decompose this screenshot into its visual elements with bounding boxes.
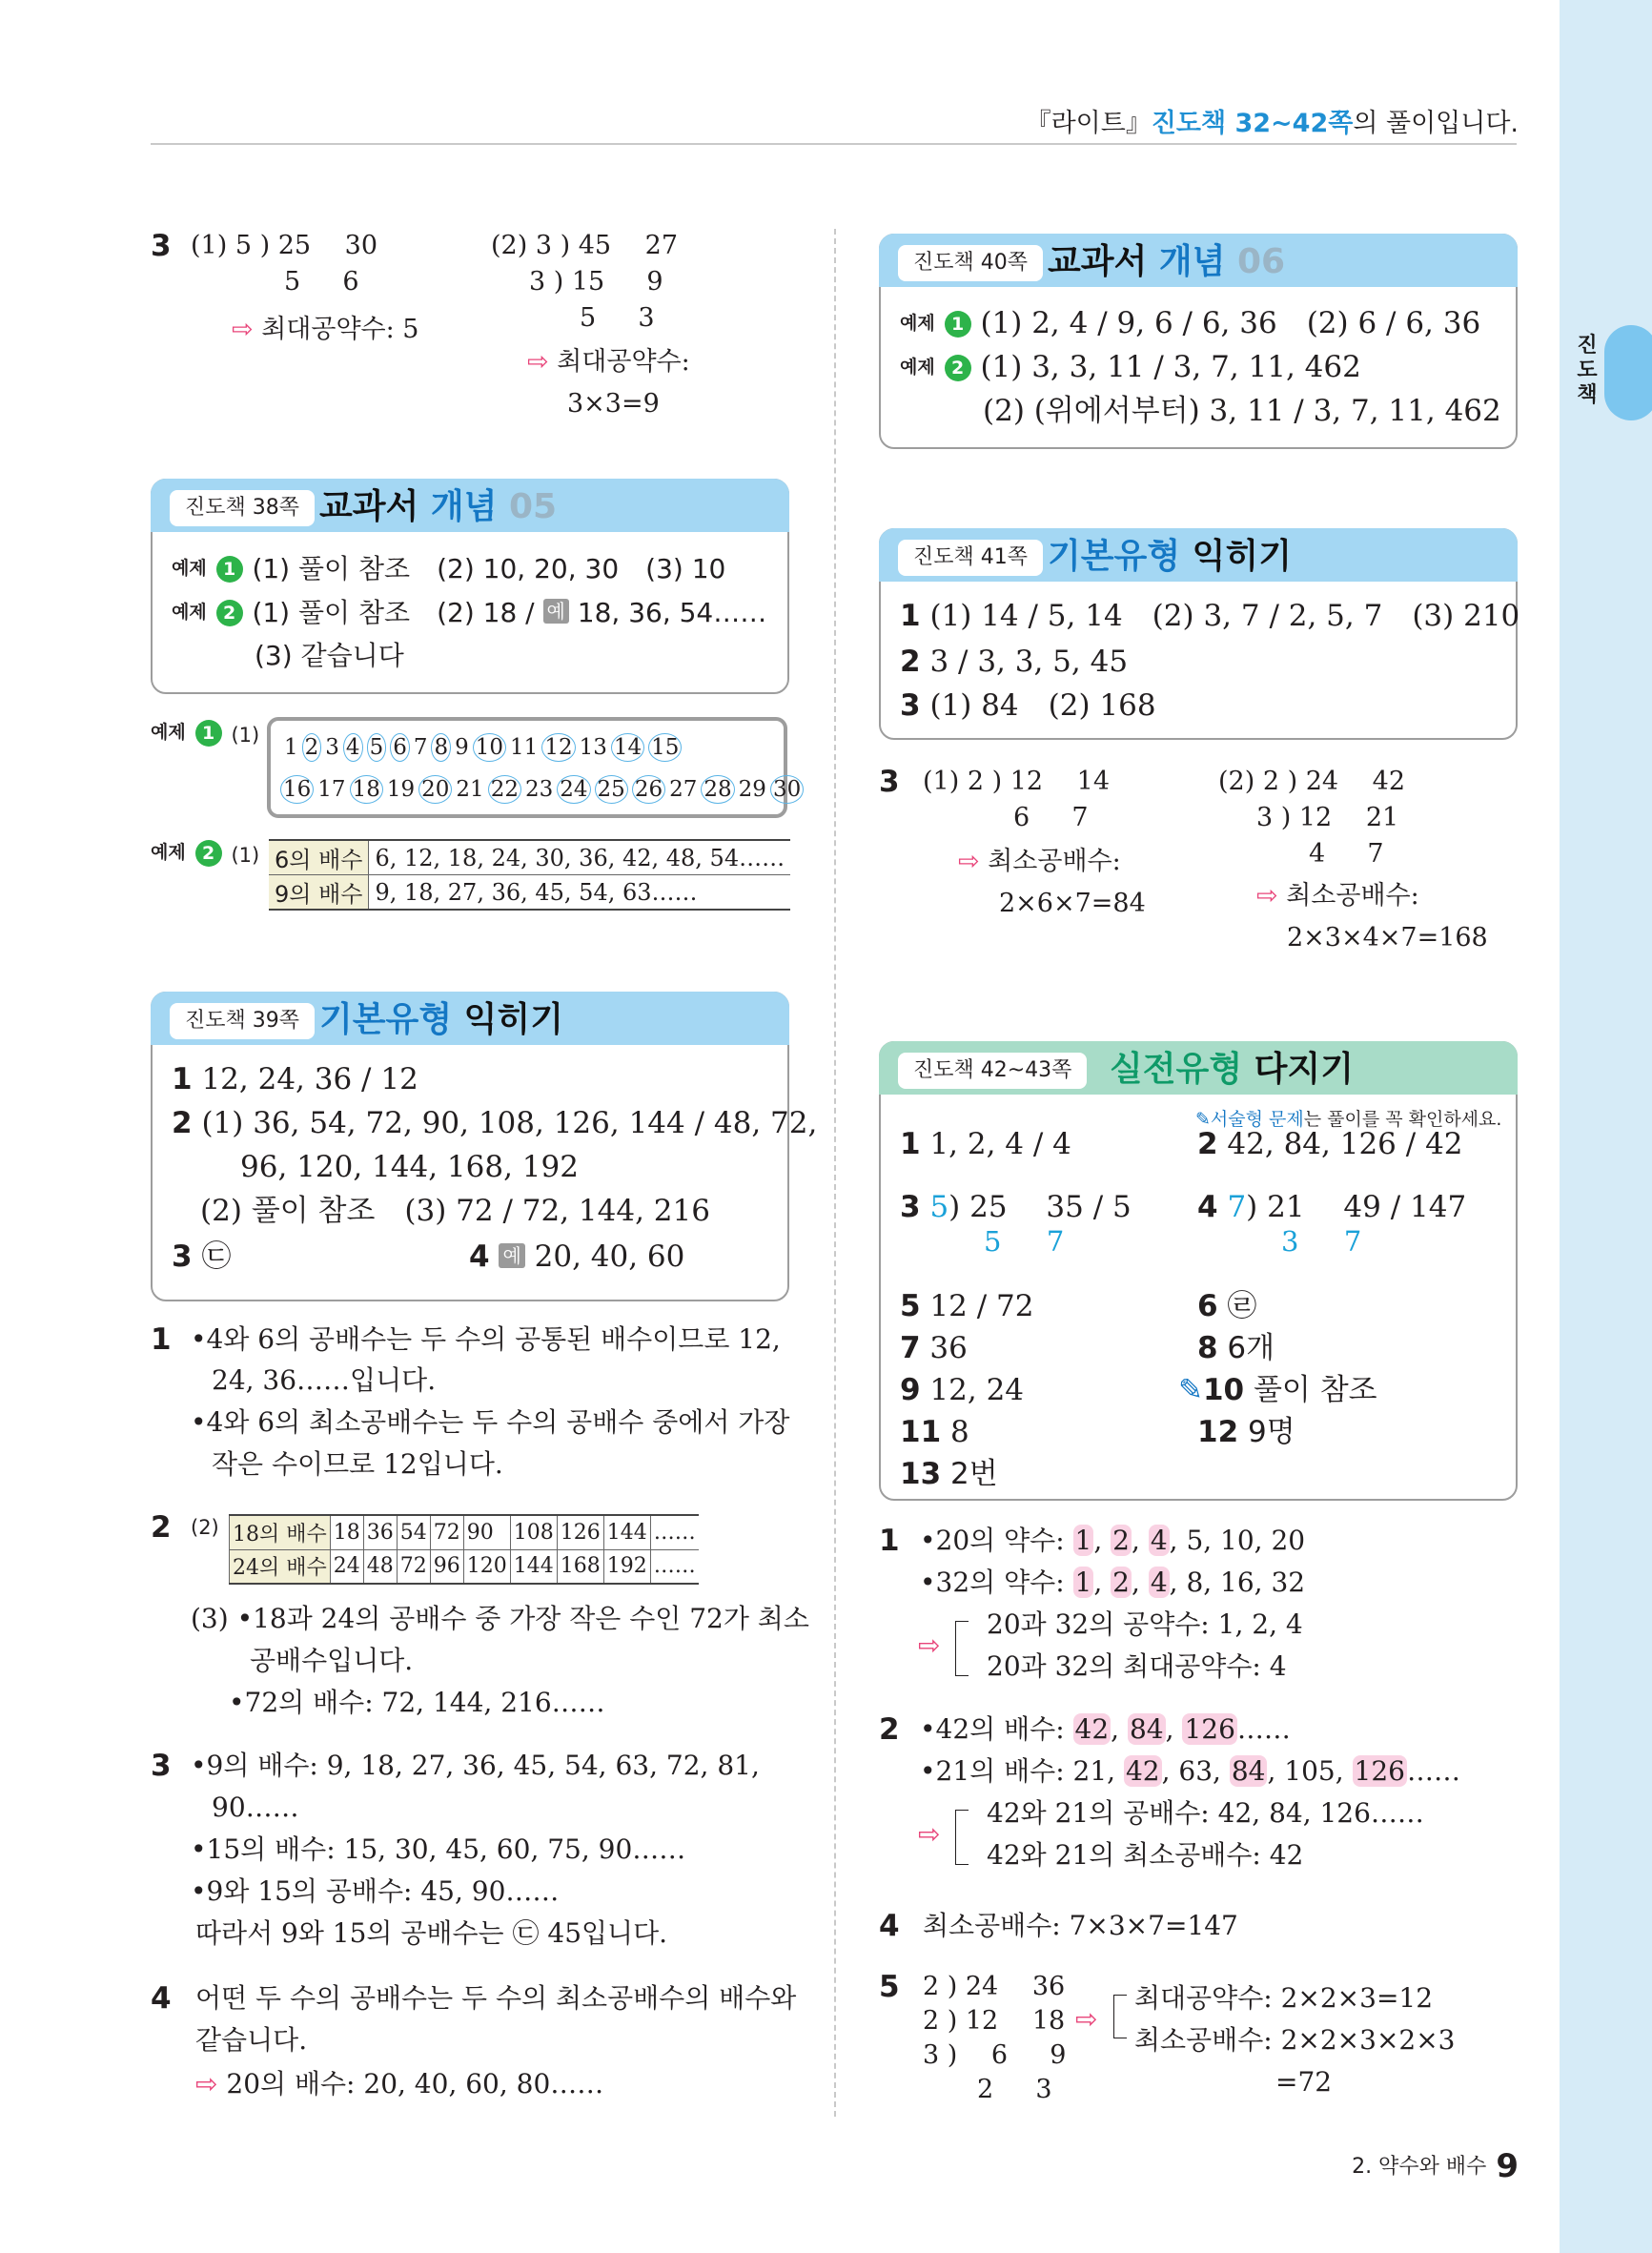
rq3-number: 3: [879, 765, 900, 799]
rs5-row-1: 2 ) 24 36: [923, 1972, 1066, 2001]
box-42-title: 실전유형 다지기: [1110, 1050, 1354, 1089]
rs1-number: 1: [879, 1524, 900, 1558]
multiples-cell: 36: [363, 1515, 397, 1549]
box-38-title: 교과서 개념 05: [319, 487, 558, 526]
arrow-icon: ⇨: [1256, 881, 1287, 911]
arrow-icon: ⇨: [195, 2068, 227, 2099]
q3-p2-step: 3 ) 15 9: [529, 267, 663, 297]
q3-number: 3: [151, 229, 172, 263]
q3-p2-answer: ⇨ 최대공약수:: [527, 347, 690, 377]
box-42-item: 12 9명: [1197, 1415, 1295, 1449]
s1-line-b: 24, 36……입니다.: [212, 1364, 437, 1396]
number-grid-row-1: [284, 728, 685, 767]
multiples-cell: 144: [603, 1515, 650, 1549]
s2-line-a: (3) •18과 24의 공배수 중 가장 작은 수인 72가 최소: [191, 1603, 809, 1634]
multiples-cell: 72: [430, 1515, 463, 1549]
rq3-p2-expr: 2×3×4×7=168: [1287, 923, 1488, 952]
box-42-item: 5 12 / 72: [900, 1289, 1034, 1323]
grid-number: 25: [595, 775, 628, 804]
rs2-line-b: •21의 배수: 21, 42, 63, 84, 105, 126……: [920, 1755, 1460, 1787]
box-42-item-4: 4 7) 21 49 / 147: [1197, 1190, 1467, 1224]
multiples-table: [269, 839, 790, 911]
multiples-row-header: 24의 배수: [230, 1549, 331, 1584]
column-divider: [834, 229, 836, 2117]
rs5-row-3: 3 ) 6 9: [923, 2040, 1067, 2070]
box-39-title: 기본유형 익히기: [319, 1000, 563, 1039]
rs5-row-4: 2 3: [977, 2075, 1052, 2104]
box-42-item: 8 6개: [1197, 1331, 1275, 1365]
rs2-line-a: •42의 배수: 42, 84, 126……: [920, 1713, 1291, 1745]
box-42-item: ✎10 풀이 참조: [1178, 1373, 1377, 1407]
multiples-cell: 144: [510, 1549, 557, 1584]
q3-p2-division: (2) 3 ) 45 27: [491, 231, 679, 260]
box-38-line-3: (3) 같습니다: [255, 640, 404, 671]
box-41: [879, 528, 1518, 740]
grid-number: 30: [770, 775, 804, 804]
grid-number: 19: [386, 777, 416, 802]
s3-line-a: •9의 배수: 9, 18, 27, 36, 45, 54, 63, 72, 81,: [191, 1750, 760, 1781]
multiples-cell: 96: [430, 1549, 463, 1584]
grid-number: 27: [669, 777, 698, 802]
grid-number: 26: [632, 775, 665, 804]
box-40-line-3: (2) (위에서부터) 3, 11 / 3, 7, 11, 462: [983, 394, 1501, 428]
multiples-cell: ……: [650, 1549, 699, 1584]
rs5-number: 5: [879, 1970, 900, 2004]
box-41-line-2: 2 3 / 3, 3, 5, 45: [900, 645, 1129, 679]
bracket: [955, 1621, 969, 1676]
multiples-cell: 24: [330, 1549, 363, 1584]
rs1-line-a: •20의 약수: 1, 2, 4, 5, 10, 20: [920, 1525, 1306, 1556]
arrow-icon: ⇨: [918, 1818, 941, 1850]
rs1-line-c: 20과 32의 공약수: 1, 2, 4: [987, 1608, 1303, 1640]
multiples-cell: 72: [397, 1549, 430, 1584]
s3-number: 3: [151, 1749, 172, 1783]
s4-number: 4: [151, 1981, 172, 2016]
grid-number: 20: [418, 775, 452, 804]
box-39-line-3: 3 ㉢: [172, 1239, 232, 1274]
arrow-icon: ⇨: [232, 315, 262, 344]
grid-number: 13: [579, 735, 607, 760]
multiples-cell: ……: [650, 1515, 699, 1549]
box-38: [151, 479, 789, 694]
grid-number: 7: [413, 735, 428, 760]
multiples-cell: 168: [557, 1549, 603, 1584]
box-42-item: 13 2번: [900, 1457, 998, 1491]
s1-line-c: •4와 6의 최소공배수는 두 수의 공배수 중에서 가장: [191, 1406, 790, 1438]
box-41-title: 기본유형 익히기: [1048, 537, 1292, 576]
box-39-line-1: 1 12, 24, 36 / 12: [172, 1062, 418, 1096]
multiples-cell: 192: [603, 1549, 650, 1584]
q3-p1-quotient: 5 6: [284, 267, 359, 297]
s1-number: 1: [151, 1322, 172, 1357]
arrow-icon: ⇨: [1075, 2003, 1098, 2035]
grid-number: 24: [557, 775, 590, 804]
rq3-p1-answer: ⇨ 최소공배수:: [958, 847, 1121, 876]
multiples-cell: 54: [397, 1515, 430, 1549]
grid-number: 16: [280, 775, 314, 804]
rq3-p1-division: (1) 2 ) 12 14: [923, 767, 1111, 796]
grid-number: 5: [367, 733, 387, 762]
box-42-item: 7 36: [900, 1331, 968, 1365]
s4-line-a: 어떤 두 수의 공배수는 두 수의 최소공배수의 배수와: [195, 1982, 797, 2014]
rs5-lcm: 최소공배수: 2×2×3×2×3: [1134, 2024, 1456, 2056]
rq3-p2-division: (2) 2 ) 24 42: [1218, 767, 1406, 796]
multiples-6-header: 6의 배수: [269, 840, 369, 875]
box-42-item-3: 3 5) 25 35 / 5: [900, 1190, 1132, 1224]
grid-number: 4: [343, 733, 363, 762]
rs4-line-a: 최소공배수: 7×3×7=147: [923, 1910, 1238, 1941]
grid-number: 23: [524, 777, 554, 802]
rs2-line-c: 42와 21의 공배수: 42, 84, 126……: [987, 1797, 1424, 1829]
rs4-number: 4: [879, 1909, 900, 1943]
bracket: [955, 1810, 969, 1865]
page-footer: 2. 약수와 배수 9: [1352, 2147, 1519, 2185]
grid-number: 21: [456, 777, 484, 802]
grid-number: 14: [611, 733, 644, 762]
box-42-item-4-quotient: 3 7: [1281, 1225, 1362, 1258]
grid-number: 9: [455, 735, 469, 760]
side-tab-label: 진도책: [1577, 334, 1598, 407]
number-grid: [267, 717, 802, 818]
s3-line-d: •9와 15의 공배수: 45, 90……: [191, 1875, 560, 1907]
q3-p1-answer: ⇨ 최대공약수: 5: [232, 315, 419, 344]
s2-multiples-table: [229, 1514, 699, 1585]
arrow-icon: ⇨: [918, 1629, 941, 1661]
box-39-line-2: 2 (1) 36, 54, 72, 90, 108, 126, 144 / 48, 72,: [172, 1106, 818, 1140]
grid-number: 15: [648, 733, 682, 762]
grid-number: 29: [738, 777, 766, 802]
s1-line-a: •4와 6의 공배수는 두 수의 공통된 배수이므로 12,: [191, 1323, 781, 1355]
box-41-badge: 진도책 41쪽: [898, 540, 1043, 576]
grid-number: 3: [325, 735, 339, 760]
grid-number: 28: [701, 775, 734, 804]
rs2-number: 2: [879, 1712, 900, 1747]
page-header: 『라이트』진도책 32~42쪽의 풀이입니다.: [1025, 109, 1519, 138]
box-42-note: ✎서술형 문제는 풀이를 꼭 확인하세요.: [1195, 1109, 1502, 1130]
multiples-cell: 48: [363, 1549, 397, 1584]
grid-number: 8: [431, 733, 451, 762]
rq3-p2-step: 3 ) 12 21: [1256, 803, 1399, 832]
grid-number: 1: [284, 735, 298, 760]
box-42-item: 2 42, 84, 126 / 42: [1197, 1127, 1463, 1161]
box-42-badge: 진도책 42~43쪽: [898, 1053, 1087, 1089]
box-38-line-1: 예제 1 (1) 풀이 참조 (2) 10, 20, 30 (3) 10: [172, 553, 726, 584]
box-40-badge: 진도책 40쪽: [898, 245, 1043, 281]
box-38-line-2: 예제 2 (1) 풀이 참조 (2) 18 / 예 18, 36, 54……: [172, 597, 767, 628]
q3-p1-division: (1) 5 ) 25 30: [191, 231, 378, 260]
s4-line-b: 같습니다.: [195, 2024, 308, 2056]
grid-number: 17: [317, 777, 346, 802]
s4-line-c: ⇨ 20의 배수: 20, 40, 60, 80……: [195, 2068, 604, 2099]
grid-number: 22: [488, 775, 521, 804]
multiples-cell: 120: [463, 1549, 510, 1584]
rq3-p1-expr: 2×6×7=84: [999, 889, 1146, 918]
box-40: [879, 234, 1518, 449]
grid-number: 2: [302, 733, 322, 762]
s2-part: (2): [191, 1516, 219, 1539]
multiples-cell: 126: [557, 1515, 603, 1549]
rs1-line-d: 20과 32의 최대공약수: 4: [987, 1650, 1287, 1682]
grid-number: 18: [350, 775, 383, 804]
header-rule: [151, 143, 1517, 145]
grid-label: 예제 1 (1): [151, 722, 260, 747]
rs1-line-b: •32의 약수: 1, 2, 4, 8, 16, 32: [920, 1567, 1306, 1598]
box-39-badge: 진도책 39쪽: [170, 1003, 315, 1039]
box-40-line-2: 예제 2 (1) 3, 3, 11 / 3, 7, 11, 462: [900, 350, 1361, 384]
side-tab-marker: [1604, 325, 1652, 420]
mult-label: 예제 2 (1): [151, 842, 260, 867]
box-41-line-1: 1 (1) 14 / 5, 14 (2) 3, 7 / 2, 5, 7 (3) 210: [900, 599, 1520, 633]
box-42-item: 11 8: [900, 1415, 969, 1449]
box-42: [879, 1041, 1518, 1501]
bracket: [1113, 1995, 1127, 2038]
rq3-p2-answer: ⇨ 최소공배수:: [1256, 881, 1419, 911]
number-grid-row-2: [280, 770, 807, 809]
box-39-line-4: 4 예 20, 40, 60: [469, 1239, 685, 1274]
rs2-line-d: 42와 21의 최소공배수: 42: [987, 1839, 1304, 1871]
s2-number: 2: [151, 1510, 172, 1545]
box-41-line-3: 3 (1) 84 (2) 168: [900, 688, 1156, 723]
multiples-cell: 108: [510, 1515, 557, 1549]
arrow-icon: ⇨: [527, 347, 558, 377]
box-40-title: 교과서 개념 06: [1048, 242, 1286, 281]
rs5-row-2: 2 ) 12 18: [923, 2006, 1066, 2036]
box-39: [151, 992, 818, 1301]
grid-number: 11: [510, 735, 539, 760]
pencil-icon: ✎: [1178, 1373, 1203, 1407]
s3-line-c: •15의 배수: 15, 30, 45, 60, 75, 90……: [191, 1833, 686, 1865]
q3-p2-quotient: 5 3: [580, 303, 655, 333]
s3-line-e: 따라서 9와 15의 공배수는 ㉢ 45입니다.: [195, 1917, 668, 1949]
box-40-line-1: 예제 1 (1) 2, 4 / 9, 6 / 6, 36 (2) 6 / 6, 36: [900, 306, 1481, 340]
rs5-gcd: 최대공약수: 2×2×3=12: [1134, 1982, 1434, 2014]
s3-line-b: 90……: [212, 1792, 299, 1823]
s2-line-c: •72의 배수: 72, 144, 216……: [229, 1687, 605, 1718]
box-42-item: 9 12, 24: [900, 1373, 1025, 1407]
grid-number: 6: [390, 733, 410, 762]
arrow-icon: ⇨: [958, 847, 989, 876]
box-42-item-3-quotient: 5 7: [984, 1225, 1065, 1258]
rq3-p2-quotient: 4 7: [1309, 839, 1384, 869]
box-42-item: 6 ㉣: [1197, 1289, 1257, 1323]
grid-number: 10: [473, 733, 506, 762]
multiples-cell: 18: [330, 1515, 363, 1549]
grid-number: 12: [541, 733, 575, 762]
pencil-icon: ✎: [1195, 1109, 1211, 1130]
box-38-badge: 진도책 38쪽: [170, 490, 315, 526]
multiples-9-values: 9, 18, 27, 36, 45, 54, 63……: [369, 875, 790, 911]
box-42-item: 1 1, 2, 4 / 4: [900, 1127, 1071, 1161]
rq3-p1-quotient: 6 7: [1013, 803, 1089, 832]
s2-line-b: 공배수입니다.: [250, 1645, 414, 1676]
s1-line-d: 작은 수이므로 12입니다.: [212, 1448, 503, 1480]
multiples-row-header: 18의 배수: [230, 1515, 331, 1549]
rs5-lcm-result: =72: [1275, 2066, 1333, 2098]
multiples-6-values: 6, 12, 18, 24, 30, 36, 42, 48, 54……: [369, 840, 790, 875]
box-39-line-2c: (2) 풀이 참조 (3) 72 / 72, 144, 216: [200, 1194, 710, 1228]
multiples-cell: 90: [463, 1515, 510, 1549]
multiples-9-header: 9의 배수: [269, 875, 369, 911]
q3-p2-answer-expr: 3×3=9: [567, 389, 660, 419]
box-39-line-2b: 96, 120, 144, 168, 192: [240, 1150, 579, 1184]
